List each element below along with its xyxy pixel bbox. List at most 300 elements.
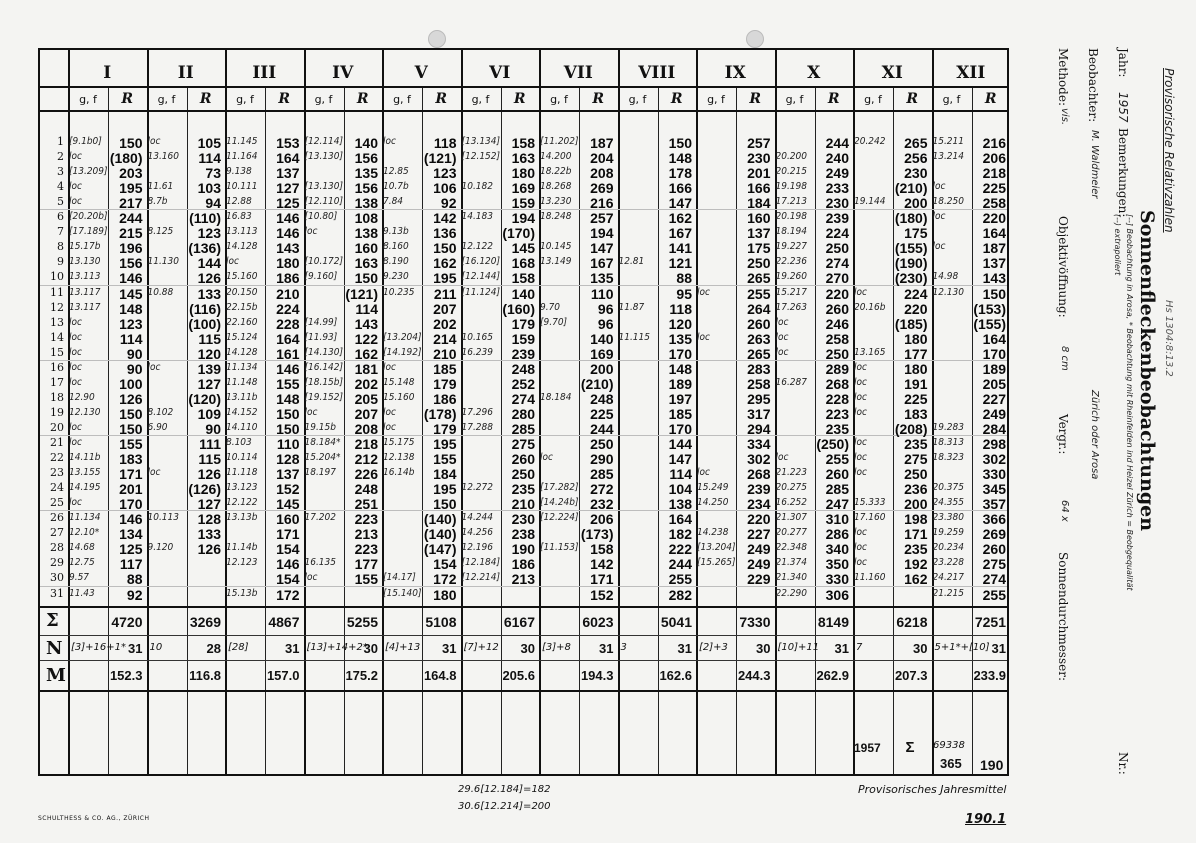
gf-cell: loc — [69, 331, 82, 343]
r-cell: (190) — [894, 255, 928, 272]
n-rule — [40, 635, 1007, 636]
r-cell: 154 — [276, 571, 300, 588]
r-cell: 248 — [354, 481, 378, 498]
r-cell: 334 — [747, 436, 771, 452]
r-cell: 92 — [440, 195, 457, 212]
objektiv-label: Objektivöffnung: — [1056, 216, 1070, 318]
gf-cell: 20.275 — [775, 482, 807, 494]
r-cell: 175 — [747, 240, 771, 257]
r-cell: 289 — [825, 360, 849, 377]
r-cell: 180 — [904, 330, 928, 347]
r-cell: 208 — [590, 165, 614, 182]
r-cell: 233 — [825, 180, 849, 197]
r-cell: 248 — [511, 360, 535, 377]
r-cell: 150 — [276, 405, 300, 422]
r-cell: (170) — [502, 225, 535, 242]
gf-cell: [14.99] — [304, 316, 338, 328]
r-cell: 218 — [982, 165, 1006, 182]
r-cell: (116) — [189, 300, 221, 317]
r-cell: 194 — [511, 210, 535, 227]
gf-cell: [11.153] — [540, 542, 579, 554]
month-n: 31 — [991, 640, 1006, 656]
n-note: [7]+12 — [463, 641, 499, 653]
gf-cell: 10.235 — [383, 286, 415, 298]
r-cell: 155 — [433, 451, 457, 468]
gf-cell: [12.152] — [461, 151, 500, 163]
r-cell: 196 — [119, 240, 143, 257]
n-note: [13]+14+2* — [306, 641, 368, 653]
r-cell: 244 — [590, 420, 614, 437]
gf-cell: 11.160 — [854, 572, 886, 584]
gf-cell: 20.150 — [226, 286, 258, 298]
r-cell: 137 — [276, 165, 300, 182]
bemerkungen-label: Bemerkungen: — [1116, 128, 1130, 218]
r-cell: 158 — [590, 541, 614, 558]
month-n: 30 — [520, 640, 535, 656]
annual-mean: 190 — [980, 757, 1004, 773]
annual-n: 365 — [940, 756, 962, 771]
r-cell: 106 — [433, 180, 457, 197]
gf-cell: 16.135 — [304, 557, 336, 569]
gf-cell: 13.149 — [540, 256, 572, 268]
month-sum: 6218 — [896, 613, 928, 630]
r-cell: 164 — [276, 150, 300, 167]
r-cell: 114 — [119, 330, 143, 347]
r-cell: 310 — [825, 511, 849, 528]
r-cell: 179 — [433, 375, 457, 392]
r-cell: 92 — [126, 586, 143, 603]
gf-cell: 14.11b — [69, 452, 101, 464]
gf-cell: [12.110] — [304, 196, 343, 208]
gf-cell: [11.202] — [540, 136, 579, 147]
annual-sum: 69338 — [933, 740, 965, 751]
month-header-6: VI — [489, 63, 511, 83]
r-cell: 170 — [119, 496, 143, 513]
r-cell: 95 — [676, 285, 692, 302]
r-cell: 249 — [982, 405, 1006, 422]
r-cell: 187 — [982, 240, 1006, 257]
r-cell: 238 — [511, 526, 535, 543]
r-cell: 260 — [511, 451, 535, 468]
r-cell: 162 — [433, 255, 457, 272]
gf-cell: 20.200 — [775, 151, 807, 163]
r-cell: 138 — [354, 195, 378, 212]
gf-cell: 12.85 — [383, 166, 409, 178]
r-cell: 150 — [119, 405, 143, 422]
gf-cell: 15.160 — [383, 391, 415, 403]
r-cell: 210 — [276, 285, 300, 302]
gf-cell: loc — [304, 572, 318, 584]
r-cell: 184 — [747, 195, 771, 212]
gf-subheader: g, f — [785, 93, 804, 106]
r-subheader: R — [670, 91, 683, 107]
n-note: 10 — [149, 641, 163, 653]
r-cell: (180) — [894, 210, 928, 227]
gf-cell: loc — [69, 497, 82, 509]
gf-cell: 10.165 — [461, 331, 493, 343]
gf-cell: 11.14b — [226, 542, 258, 554]
gf-cell: 17.296 — [461, 406, 493, 418]
gf-cell: 15.211 — [932, 136, 964, 147]
r-cell: 171 — [276, 526, 300, 543]
gf-cell: 19.198 — [775, 181, 807, 193]
gf-cell: 10.7b — [383, 181, 409, 193]
r-cell: 126 — [197, 270, 221, 287]
month-n: 31 — [834, 640, 849, 656]
month-mean: 152.3 — [109, 667, 143, 683]
month-sum: 5108 — [425, 613, 457, 630]
r-cell: 114 — [355, 300, 378, 317]
gf-cell: 12.138 — [383, 452, 415, 464]
gf-cell: [14.24b] — [540, 497, 579, 509]
r-cell: 265 — [747, 345, 771, 362]
r-cell: 258 — [747, 375, 771, 392]
n-note: [2]+3 — [699, 641, 728, 653]
gf-cell: 13.13b — [226, 512, 258, 524]
month-header-4: IV — [332, 63, 354, 83]
r-cell: 217 — [119, 195, 143, 212]
gf-cell: 14.183 — [461, 211, 493, 223]
r-cell: 164 — [668, 511, 692, 528]
r-subheader: R — [827, 91, 840, 107]
gf-cell: 20.242 — [854, 136, 886, 147]
r-subheader: R — [199, 91, 212, 107]
gf-cell: 12.88 — [226, 196, 252, 208]
r-cell: 220 — [904, 300, 928, 317]
r-cell: 244 — [668, 556, 692, 573]
month-header-3: III — [252, 63, 277, 83]
gf-subheader: g, f — [393, 93, 411, 106]
r-cell: 103 — [197, 180, 221, 197]
gf-cell: [10.172] — [304, 256, 343, 268]
r-cell: 227 — [747, 526, 771, 543]
r-cell: 224 — [904, 285, 928, 302]
r-cell: 257 — [747, 135, 771, 151]
r-cell: 90 — [205, 420, 221, 437]
r-cell: 317 — [747, 405, 771, 422]
day-number: 1 — [57, 135, 64, 148]
gf-subheader: g, f — [628, 93, 647, 106]
gf-cell: [9.1b0] — [69, 136, 102, 147]
gf-cell: 14.98 — [932, 271, 959, 283]
r-cell: 255 — [668, 571, 692, 588]
r-cell: 265 — [747, 270, 771, 287]
day-number: 21 — [50, 436, 64, 449]
n-note: 5+1*+[10] — [934, 641, 990, 653]
gf-cell: [12.184] — [461, 557, 500, 569]
r-cell: 239 — [511, 345, 535, 362]
gf-cell: [14.130] — [304, 346, 343, 358]
gf-cell: 22.236 — [775, 256, 807, 268]
gf-cell: 17.263 — [775, 301, 807, 313]
r-cell: 136 — [433, 225, 457, 242]
r-cell: 250 — [747, 255, 771, 272]
month-n: 30 — [756, 640, 771, 656]
month-sum: 6023 — [582, 613, 614, 630]
gf-cell: 16.252 — [775, 497, 807, 509]
gf-cell: loc — [854, 437, 867, 448]
r-cell: 229 — [747, 571, 771, 588]
gf-cell: 22.160 — [226, 316, 258, 328]
r-cell: (140) — [423, 526, 457, 543]
r-cell: 208 — [354, 420, 378, 437]
r-cell: 137 — [982, 255, 1006, 272]
r-cell: 150 — [119, 135, 143, 151]
r-cell: 140 — [511, 285, 535, 302]
r-cell: 126 — [197, 466, 221, 483]
annual-sigma: Σ — [905, 739, 915, 756]
gf-cell: loc — [854, 527, 867, 539]
month-header-10: X — [807, 63, 821, 83]
r-cell: 159 — [511, 330, 535, 347]
r-cell: 118 — [669, 300, 692, 317]
r-cell: 170 — [668, 345, 692, 362]
r-cell: 111 — [199, 436, 221, 452]
r-cell: 123 — [197, 225, 221, 242]
month-n: 30 — [363, 640, 378, 656]
r-cell: 145 — [276, 496, 300, 513]
gf-cell: 12.122 — [461, 241, 493, 253]
gf-cell: 15.175 — [383, 437, 415, 448]
gf-cell: loc — [69, 376, 82, 388]
r-cell: 206 — [982, 150, 1006, 167]
day-number: 5 — [57, 195, 64, 209]
r-cell: 268 — [747, 466, 771, 483]
r-cell: 195 — [433, 270, 457, 287]
gf-cell: [13.204] — [383, 331, 422, 343]
r-cell: 249 — [747, 556, 771, 573]
r-cell: 207 — [354, 405, 378, 422]
gf-cell: [13.134] — [461, 136, 500, 147]
r-cell: 357 — [982, 496, 1006, 513]
r-cell: 166 — [747, 180, 771, 197]
month-header-7: VII — [563, 63, 593, 83]
r-cell: 162 — [354, 345, 378, 362]
gf-cell: 13.113 — [69, 271, 101, 283]
day-number: 20 — [50, 420, 64, 434]
r-cell: 260 — [982, 541, 1006, 558]
gf-cell: 21.223 — [775, 467, 807, 479]
r-cell: 177 — [904, 345, 928, 362]
r-cell: 202 — [354, 375, 378, 392]
day-number: 18 — [50, 390, 64, 404]
month-n: 28 — [206, 640, 221, 656]
r-cell: 160 — [276, 511, 300, 528]
r-subheader: R — [435, 91, 448, 107]
r-cell: 143 — [982, 270, 1006, 287]
gf-cell: [12.214] — [461, 572, 500, 584]
month-mean: 207.3 — [894, 667, 928, 683]
gf-cell: loc — [932, 211, 946, 223]
day-number: 16 — [50, 360, 64, 374]
jahr-value: 1957 — [1116, 92, 1130, 123]
r-cell: 125 — [119, 541, 143, 558]
gf-cell: [12.114] — [304, 136, 343, 147]
gf-cell: 14.128 — [226, 346, 258, 358]
r-cell: 366 — [982, 511, 1006, 528]
r-cell: 250 — [511, 466, 535, 483]
gf-cell: 11.115 — [618, 331, 650, 343]
r-cell: 179 — [433, 420, 457, 437]
r-subheader: R — [906, 91, 919, 107]
r-cell: (120) — [188, 390, 221, 407]
r-cell: 285 — [511, 420, 535, 437]
r-cell: 228 — [825, 390, 849, 407]
r-cell: 275 — [904, 451, 928, 468]
gf-cell: 13.117 — [69, 301, 101, 313]
gf-cell: 18.184* — [304, 437, 341, 448]
r-cell: (210) — [894, 180, 928, 197]
r-cell: 330 — [982, 466, 1006, 483]
gf-cell: loc — [854, 391, 867, 403]
r-cell: 123 — [119, 315, 143, 332]
n-note: [28] — [228, 641, 249, 653]
r-subheader: R — [121, 91, 134, 107]
gf-cell: 12.272 — [461, 482, 493, 494]
r-cell: 197 — [668, 390, 692, 407]
r-cell: 210 — [433, 345, 457, 362]
r-subheader: R — [278, 91, 291, 107]
gf-cell: [17.189] — [69, 226, 108, 238]
r-cell: (173) — [580, 526, 614, 543]
gf-cell: 18.197 — [304, 467, 336, 479]
r-cell: 156 — [119, 255, 143, 272]
day-number: 30 — [50, 571, 64, 585]
gf-subheader: g, f — [471, 93, 490, 106]
gf-cell: 13.230 — [540, 196, 572, 208]
r-cell: 224 — [276, 300, 300, 317]
r-cell: 139 — [197, 360, 221, 377]
gf-subheader: g, f — [236, 93, 254, 106]
gf-cell: 17.202 — [304, 512, 336, 524]
r-cell: 170 — [668, 420, 692, 437]
gf-cell: loc — [147, 361, 161, 373]
gf-cell: loc — [854, 542, 867, 554]
gf-cell: 15.148 — [383, 376, 415, 388]
gf-cell: [11.93] — [304, 331, 338, 343]
gf-cell: loc — [69, 316, 82, 328]
r-cell: 127 — [276, 180, 300, 197]
gf-cell: [12.224] — [540, 512, 579, 524]
r-cell: 148 — [119, 300, 143, 317]
gf-cell: 23.380 — [932, 512, 964, 524]
r-cell: 100 — [119, 375, 143, 392]
r-cell: 150 — [119, 420, 143, 437]
r-cell: 181 — [354, 360, 378, 377]
gf-cell: [11.124] — [461, 286, 500, 298]
r-cell: 282 — [668, 586, 692, 603]
r-cell: 187 — [590, 135, 614, 151]
gf-cell: 13.130 — [69, 256, 101, 268]
gf-cell: 15.217 — [775, 286, 807, 298]
r-cell: 225 — [904, 390, 928, 407]
r-cell: 144 — [668, 436, 692, 452]
gf-cell: loc — [775, 331, 789, 343]
r-cell: 200 — [904, 496, 928, 513]
r-cell: 203 — [119, 165, 143, 182]
gf-cell: loc — [69, 346, 82, 358]
gf-cell: 10.113 — [147, 512, 179, 524]
r-cell: 105 — [197, 135, 221, 151]
r-cell: 109 — [197, 405, 221, 422]
r-cell: 138 — [668, 496, 692, 513]
r-cell: 145 — [511, 240, 535, 257]
gf-cell: [9.160] — [304, 271, 338, 283]
gf-cell: loc — [775, 346, 789, 358]
gf-cell: 11.118 — [226, 467, 258, 479]
r-cell: (140) — [423, 511, 457, 528]
r-cell: 204 — [590, 150, 614, 167]
gf-cell: loc — [932, 241, 946, 253]
gf-cell: 8.190 — [383, 256, 409, 268]
r-cell: 220 — [747, 511, 771, 528]
r-cell: 127 — [197, 496, 221, 513]
m-rule — [40, 660, 1007, 661]
month-mean: 244.3 — [737, 667, 771, 683]
gf-cell: loc — [932, 181, 946, 193]
gf-cell: 11.130 — [147, 256, 179, 268]
day-number: 13 — [50, 315, 64, 329]
r-cell: 302 — [982, 451, 1006, 468]
r-cell: 223 — [354, 541, 378, 558]
r-cell: 142 — [590, 556, 614, 573]
gf-cell: [19.152] — [304, 391, 343, 403]
r-cell: 258 — [825, 330, 849, 347]
r-cell: 146 — [276, 225, 300, 242]
gf-cell: 17.213 — [775, 196, 807, 208]
r-cell: 169 — [590, 345, 614, 362]
footnote-1: 29.6[12.184]=182 — [458, 784, 551, 795]
gf-cell: [12.144] — [461, 271, 500, 283]
r-cell: 150 — [433, 240, 457, 257]
day-number: 26 — [50, 511, 64, 525]
r-cell: 236 — [904, 481, 928, 498]
r-cell: 269 — [982, 526, 1006, 543]
r-cell: 162 — [904, 571, 928, 588]
r-cell: 232 — [590, 496, 614, 513]
gf-cell: 11.145 — [226, 136, 258, 147]
r-cell: 274 — [825, 255, 849, 272]
r-cell: 226 — [354, 466, 378, 483]
r-cell: 160 — [747, 210, 771, 227]
r-cell: 294 — [747, 420, 771, 437]
month-sum: 4867 — [268, 613, 300, 630]
gf-cell: 9.57 — [69, 572, 90, 584]
gf-cell: 11.43 — [69, 587, 95, 599]
month-header-1: I — [103, 63, 112, 83]
r-cell: 260 — [825, 300, 849, 317]
end-rule — [40, 690, 1007, 692]
r-cell: 166 — [668, 180, 692, 197]
gf-cell: 19.15b — [304, 421, 336, 433]
day-number: 2 — [57, 150, 64, 164]
month-header-5: V — [414, 63, 428, 83]
month-sum: 7251 — [974, 613, 1006, 630]
methode-value: vis. — [1059, 108, 1070, 126]
r-cell: 135 — [668, 330, 692, 347]
bemerkungen-value: [--] Beobachtung in Arosa, * Beobachtung mit Rheinfelden ind Heizel Zürich = Beobgequalität — [1125, 214, 1134, 591]
gf-cell: 15.13b — [226, 587, 258, 599]
r-cell: 96 — [597, 300, 614, 317]
gf-cell: 12.130 — [932, 286, 964, 298]
gf-cell: 19.259 — [932, 527, 964, 539]
r-subheader: R — [592, 91, 605, 107]
r-cell: 230 — [904, 165, 928, 182]
r-cell: 230 — [511, 511, 535, 528]
n-note: [10]+11 — [777, 641, 820, 653]
gf-subheader: g, f — [314, 93, 333, 106]
r-cell: 152 — [590, 586, 614, 603]
